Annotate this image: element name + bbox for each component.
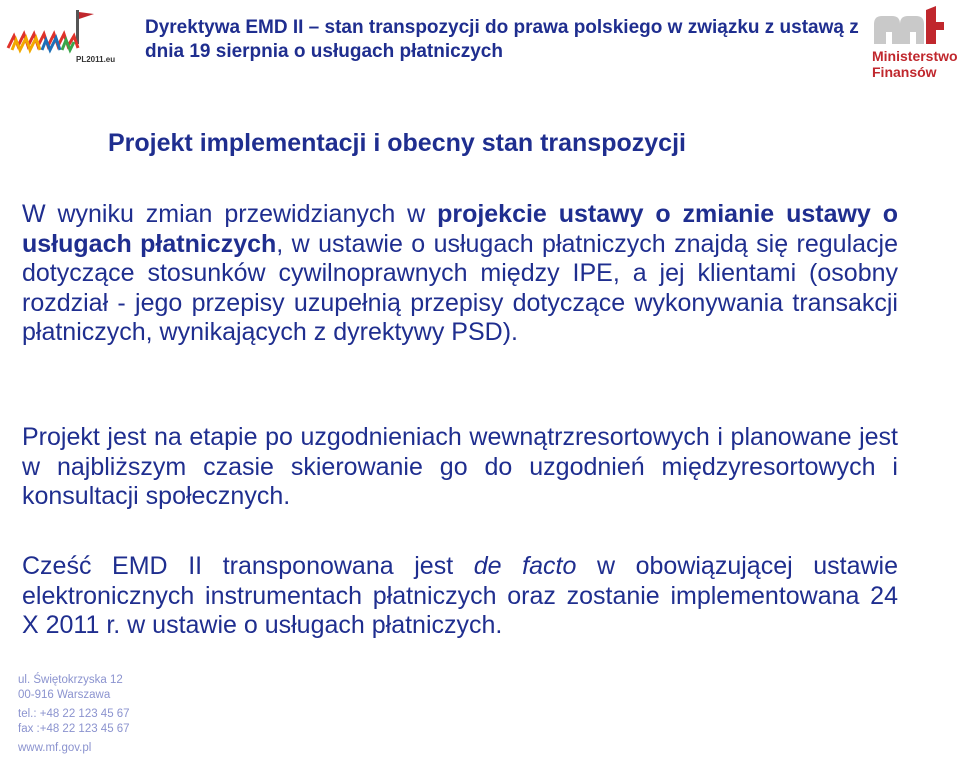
address-city: 00-916 Warszawa <box>18 688 111 701</box>
paragraph3-after: w obowiązującej ustawie elektronicznych instrumentach płatniczych oraz zostanie implementowana 24 X 2011 r. w ustawie o usługach płatniczych. <box>22 552 899 639</box>
paragraph3-before: Cześć EMD II transponowana jest <box>22 552 474 580</box>
slide-title: Projekt implementacji i obecny stan transpozycji <box>108 129 686 157</box>
header-title: Dyrektywa EMD II – stan transpozycji do prawa polskiego w związku z ustawą z dnia 19 sierpnia o usługach płatniczych <box>145 17 859 62</box>
ministry-name-line1: Ministerstwo <box>872 48 958 64</box>
paragraph3-italic: de facto <box>473 552 577 580</box>
bill-name: projekcie ustawy o zmianie ustawy o usługach płatniczych <box>22 200 898 258</box>
footer-contact <box>18 707 130 736</box>
address-street: ul. Świętokrzyska 12 <box>18 674 123 686</box>
footer-website-link[interactable]: www.mf.gov.pl <box>18 742 92 754</box>
ministry-name-line2: Finansów <box>872 64 937 80</box>
paragraph-status: Projekt jest na etapie po uzgodnieniach wewnątrzresortowych i planowane jest w najbliższym czasie skierowanie go do uzgodnień międzyresortowych i konsultacji społecznych. <box>22 423 898 510</box>
paragraph-implementation <box>22 200 898 348</box>
polish-presidency-logo <box>2 6 118 72</box>
phone-number: tel.: +48 22 123 45 67 <box>18 708 130 720</box>
footer-address <box>18 673 123 702</box>
paragraph-rest: , w ustawie o usługach płatniczych znajdą się regulacje dotyczące stosunków cywilnoprawnych między IPE, a jej klientami (osobny rozdział - jego przepisy uzupełnią przepisy dotyczące wykonywania transakcji płatniczych, wynikających z dyrektywy PSD). <box>22 229 898 346</box>
logo-text: PL2011.eu <box>76 55 116 64</box>
fax-number: fax :+48 22 123 45 67 <box>18 722 130 735</box>
paragraph-transposition <box>22 552 898 641</box>
paragraph-intro: W wyniku zmian przewidzianych w <box>22 200 438 228</box>
ministry-name <box>872 48 958 80</box>
